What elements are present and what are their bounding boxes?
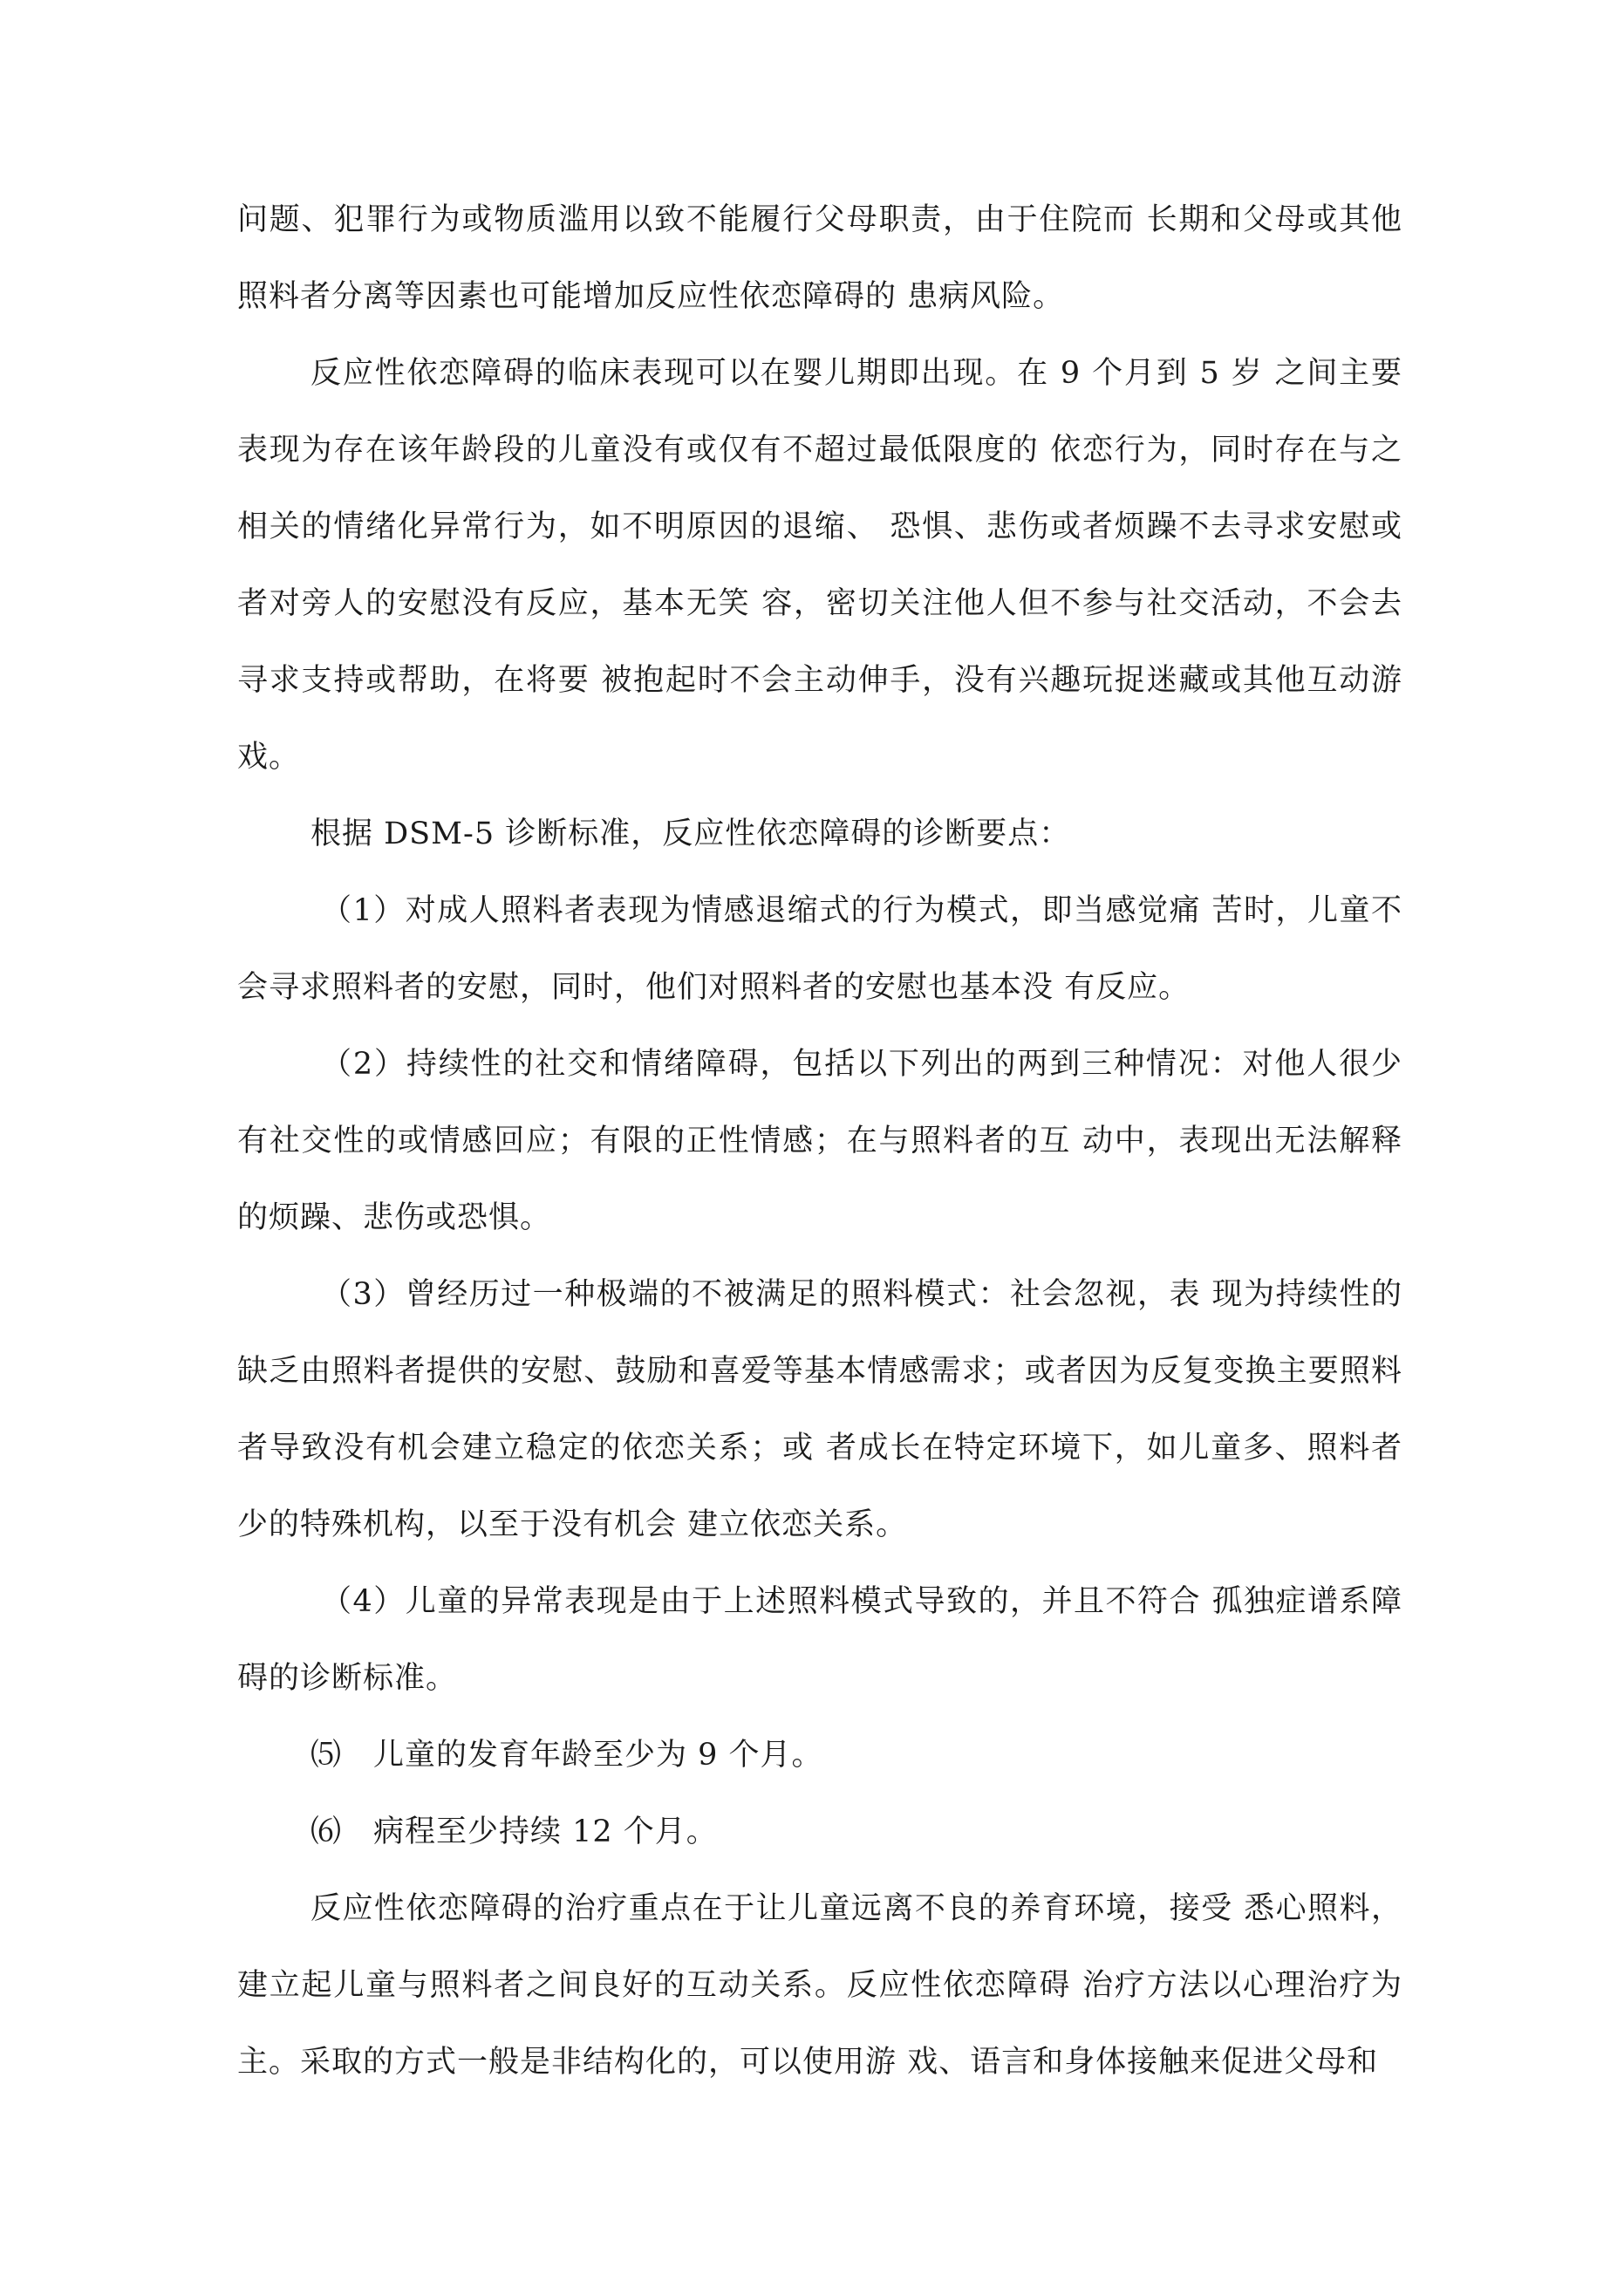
criterion-5: ⑸ 儿童的发育年龄至少为 9 个月。 bbox=[310, 1738, 823, 1773]
criterion-3: （3）曾经历过一种极端的不被满足的照料模式：社会忽视，表 现为持续性的缺乏由照料者提供的安慰、鼓励和喜爱等基本情感需求；或者因为反复变换主要照料者导致没有机会建立稳定的依恋关系；或 者成长在特定环境下，如儿童多、照料者少的特殊机构，以至于没有机会 建立依恋关系。 bbox=[237, 1277, 1402, 1542]
criterion-6: ⑹ 病程至少持续 12 个月。 bbox=[310, 1814, 718, 1849]
paragraph-clinical-presentation: 反应性依恋障碍的临床表现可以在婴儿期即出现。在 9 个月到 5 岁 之间主要表现为存在该年龄段的儿童没有或仅有不超过最低限度的 依恋行为，同时存在与之相关的情绪化异常行为，如不明原因的退缩、 恐惧、悲伤或者烦躁不去寻求安慰或者对旁人的安慰没有反应，基本无笑 容，密切关注他人但不参与社交活动，不会去寻求支持或帮助，在将要 被抱起时不会主动伸手，没有兴趣玩捉迷藏或其他互动游戏。 bbox=[237, 356, 1402, 775]
paragraph-diagnosis-intro: 根据 DSM-5 诊断标准，反应性依恋障碍的诊断要点： bbox=[310, 817, 1071, 851]
criterion-4: （4）儿童的异常表现是由于上述照料模式导致的，并且不符合 孤独症谱系障碍的诊断标准。 bbox=[237, 1584, 1402, 1696]
criterion-1: （1）对成人照料者表现为情感退缩式的行为模式，即当感觉痛 苦时，儿童不会寻求照料者的安慰，同时，他们对照料者的安慰也基本没 有反应。 bbox=[237, 893, 1402, 1005]
criterion-2: （2）持续性的社交和情绪障碍，包括以下列出的两到三种情况：对他人很少有社交性的或情感回应；有限的正性情感；在与照料者的互 动中，表现出无法解释的烦躁、悲伤或恐惧。 bbox=[237, 1047, 1402, 1235]
document-body bbox=[237, 181, 1402, 2101]
paragraph-continuation: 问题、犯罪行为或物质滥用以致不能履行父母职责，由于住院而 长期和父母或其他照料者分离等因素也可能增加反应性依恋障碍的 患病风险。 bbox=[237, 202, 1402, 314]
paragraph-treatment: 反应性依恋障碍的治疗重点在于让儿童远离不良的养育环境，接受 悉心照料，建立起儿童与照料者之间良好的互动关系。反应性依恋障碍 治疗方法以心理治疗为主。采取的方式一般是非结构化的，可以使用游 戏、语言和身体接触来促进父母和 bbox=[237, 1891, 1402, 2080]
